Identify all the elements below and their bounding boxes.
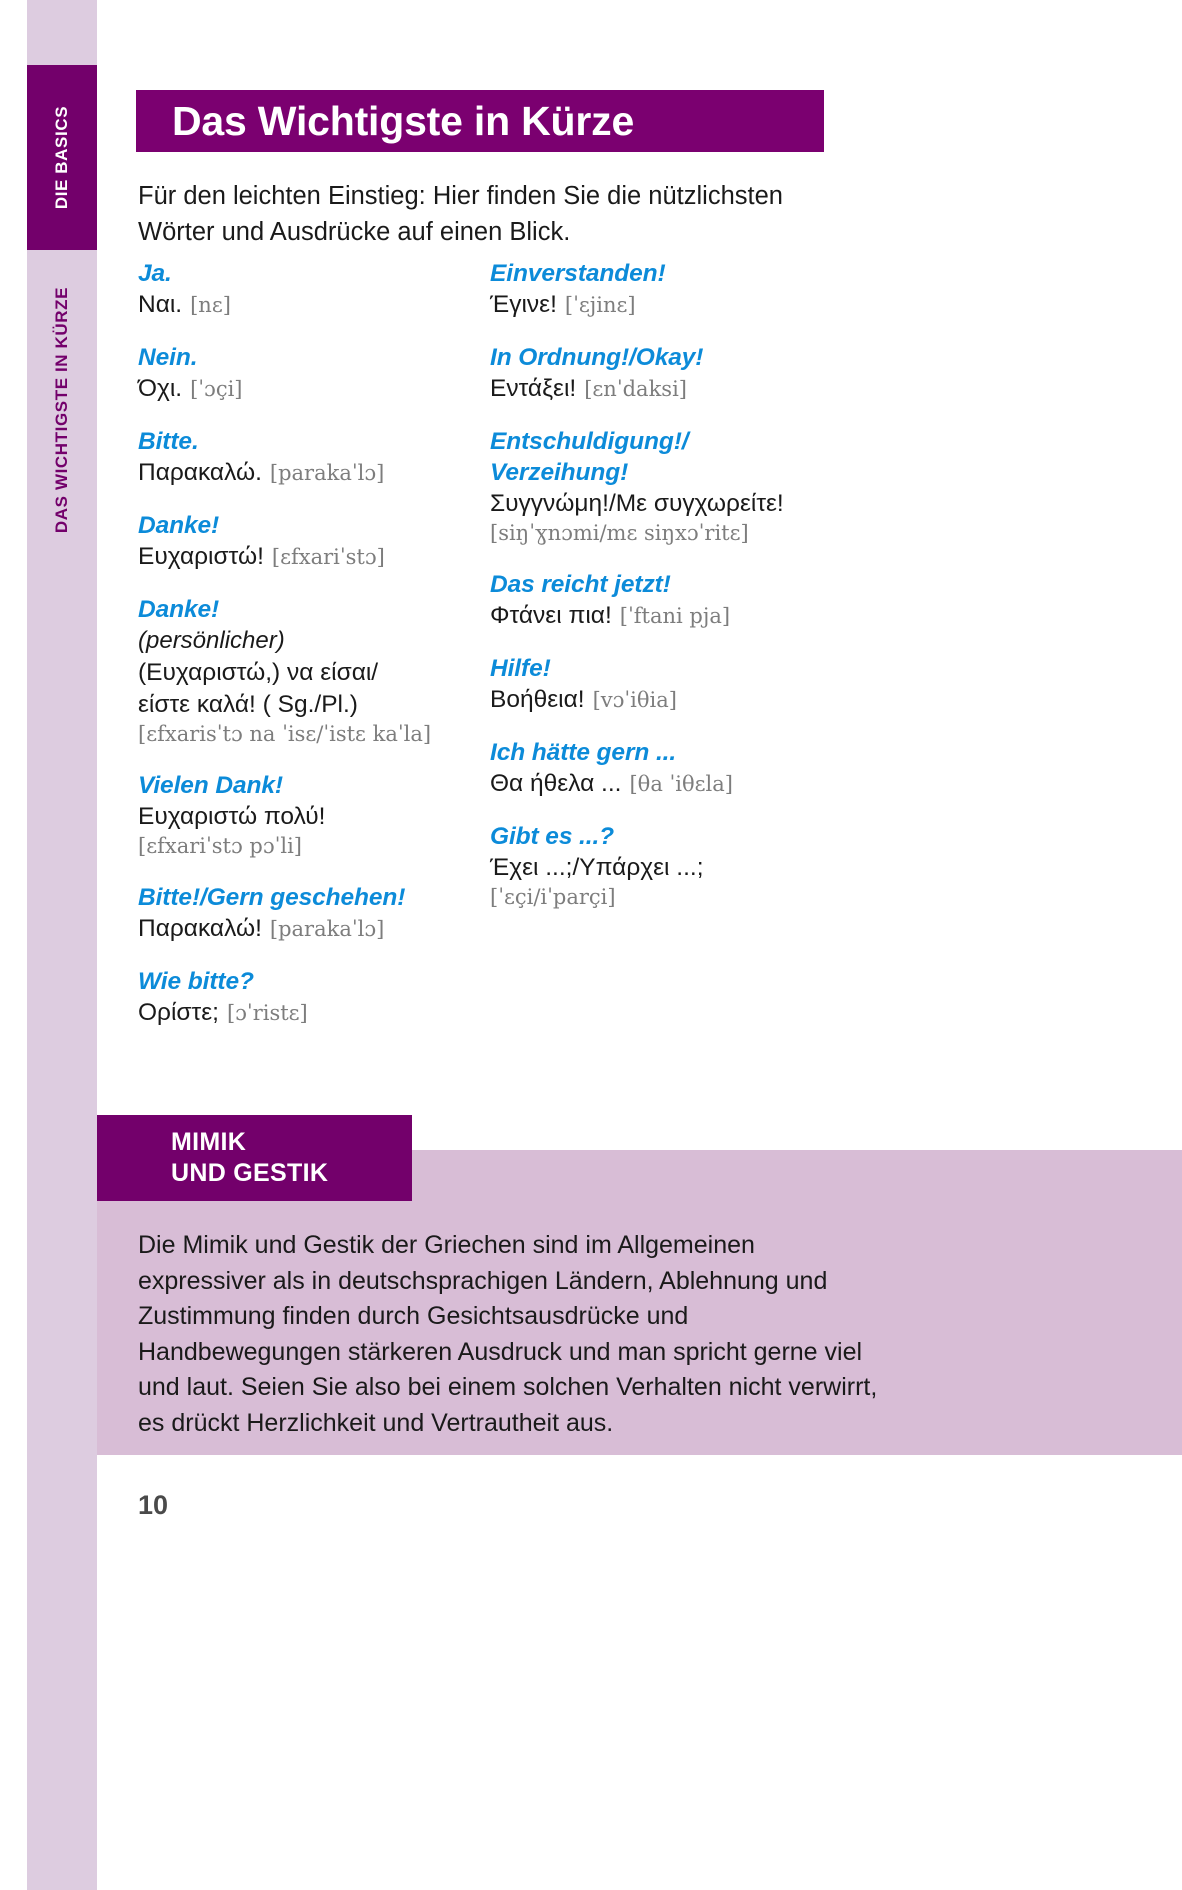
phrase-entry bbox=[138, 342, 493, 405]
info-box-title-line2: UND GESTIK bbox=[171, 1159, 329, 1187]
phrase-pronunciation: [ˈftani pja] bbox=[619, 604, 731, 628]
phrase-pronunciation: [ˈɛçi/iˈparçi] bbox=[490, 885, 616, 909]
phrase-greek: Ευχαριστώ πολύ! bbox=[138, 803, 326, 830]
phrase-entry bbox=[138, 770, 493, 861]
phrase-german: Wie bitte? bbox=[138, 968, 254, 995]
phrase-entry bbox=[138, 426, 493, 489]
phrase-german: Verzeihung! bbox=[490, 459, 629, 486]
phrase-german: Danke! bbox=[138, 512, 220, 539]
phrase-note: (persönlicher) bbox=[138, 627, 285, 654]
phrase-pronunciation: [θa ˈiθɛla] bbox=[629, 772, 733, 796]
phrase-entry bbox=[138, 966, 493, 1029]
page-title-banner bbox=[136, 90, 824, 152]
phrase-greek: Ευχαριστώ! [ɛfxariˈstɔ] bbox=[138, 543, 385, 570]
phrase-greek: Παρακαλώ. [parakaˈlɔ] bbox=[138, 459, 385, 486]
phrase-entry bbox=[490, 258, 845, 321]
phrase-greek: Ναι. [nɛ] bbox=[138, 291, 231, 318]
phrase-pronunciation: [ɛnˈdaksi] bbox=[584, 377, 687, 401]
phrase-entry bbox=[490, 569, 845, 632]
phrase-german: Ja. bbox=[138, 260, 172, 287]
phrase-greek: Φτάνει πια! [ˈftani pja] bbox=[490, 602, 731, 629]
phrase-pronunciation: [parakaˈlɔ] bbox=[269, 461, 385, 485]
phrase-entry bbox=[138, 510, 493, 573]
phrase-entry bbox=[490, 737, 845, 800]
phrase-greek: Ορίστε; [ɔˈristɛ] bbox=[138, 999, 308, 1026]
phrase-german: Vielen Dank! bbox=[138, 772, 283, 799]
phrase-greek: Θα ήθελα ... [θa ˈiθɛla] bbox=[490, 770, 733, 797]
phrase-german: Nein. bbox=[138, 344, 198, 371]
info-box-body: Die Mimik und Gestik der Griechen sind im Allgemeinen expressiver als in deutschsprachigen Ländern, Ablehnung und Zustimmung finden durch Gesichtsausdrücke und Handbewegungen stärkeren Ausdruck und man spricht gerne viel und laut. Seien Sie also bei einem solchen Verhalten nicht verwirrt, es drückt Herzlichkeit und Vertrautheit aus. bbox=[138, 1231, 878, 1437]
phrase-german: Entschuldigung!/ bbox=[490, 428, 689, 455]
phrase-entry bbox=[138, 594, 493, 749]
chapter-tab-label: DIE BASICS bbox=[52, 105, 71, 210]
phrase-pronunciation: [ˈɔçi] bbox=[190, 377, 243, 401]
phrase-german: Danke! bbox=[138, 596, 220, 623]
phrase-greek: (Ευχαριστώ,) να είσαι/ bbox=[138, 659, 379, 686]
phrase-german: Hilfe! bbox=[490, 655, 551, 682]
chapter-tab-die-basics bbox=[27, 65, 97, 250]
info-box-title-line1: MIMIK bbox=[171, 1128, 247, 1156]
phrase-pronunciation: [ɔˈristɛ] bbox=[226, 1001, 308, 1025]
info-box-title-banner bbox=[97, 1115, 412, 1201]
phrase-greek: Παρακαλώ! [parakaˈlɔ] bbox=[138, 915, 385, 942]
phrase-entry bbox=[490, 342, 845, 405]
phrase-column-left bbox=[138, 258, 493, 1029]
phrase-pronunciation: [ɛfxariˈstɔ pɔˈli] bbox=[138, 834, 302, 858]
phrase-pronunciation: [nɛ] bbox=[190, 293, 231, 317]
phrase-german: Bitte. bbox=[138, 428, 199, 455]
section-tab-das-wichtigste bbox=[27, 255, 97, 565]
phrase-pronunciation: [ɛfxarisˈtɔ na ˈisɛ/ˈistɛ kaˈla] bbox=[138, 722, 432, 746]
phrase-greek: Έγινε! [ˈɛjinɛ] bbox=[490, 291, 636, 318]
phrase-entry bbox=[490, 653, 845, 716]
section-tab-label: DAS WICHTIGSTE IN KÜRZE bbox=[52, 286, 71, 534]
phrase-pronunciation: [siŋˈɣnɔmi/mɛ siŋxɔˈritɛ] bbox=[490, 521, 749, 545]
phrase-german: Einverstanden! bbox=[490, 260, 666, 287]
phrase-column-right bbox=[490, 258, 845, 912]
phrase-greek: Εντάξει! [ɛnˈdaksi] bbox=[490, 375, 687, 402]
phrase-greek: Όχι. [ˈɔçi] bbox=[138, 375, 243, 402]
phrase-german: Gibt es ...? bbox=[490, 823, 615, 850]
phrase-pronunciation: [parakaˈlɔ] bbox=[269, 917, 385, 941]
phrase-german: Ich hätte gern ... bbox=[490, 739, 677, 766]
phrase-entry bbox=[490, 821, 845, 912]
phrase-entry bbox=[490, 426, 845, 548]
phrase-german: Bitte!/Gern geschehen! bbox=[138, 884, 406, 911]
intro-paragraph: Für den leichten Einstieg: Hier finden Sie die nützlichsten Wörter und Ausdrücke auf einen Blick. bbox=[138, 182, 783, 246]
phrase-pronunciation: [ɛfxariˈstɔ] bbox=[271, 545, 385, 569]
phrase-german: Das reicht jetzt! bbox=[490, 571, 671, 598]
phrase-greek: είστε καλά! ( Sg./Pl.) bbox=[138, 691, 358, 718]
phrase-entry bbox=[138, 258, 493, 321]
phrase-greek: Βοήθεια! [vɔˈiθia] bbox=[490, 686, 677, 713]
phrase-pronunciation: [vɔˈiθia] bbox=[592, 688, 677, 712]
page-number: 10 bbox=[138, 1490, 169, 1520]
phrase-greek: Συγγνώμη!/Με συγχωρείτε! bbox=[490, 490, 784, 517]
page-title: Das Wichtigste in Kürze bbox=[172, 97, 635, 144]
phrase-pronunciation: [ˈɛjinɛ] bbox=[564, 293, 636, 317]
phrase-greek: Έχει ...;/Υπάρχει ...; bbox=[490, 854, 704, 881]
phrase-german: In Ordnung!/Okay! bbox=[490, 344, 704, 371]
phrase-entry bbox=[138, 882, 493, 945]
